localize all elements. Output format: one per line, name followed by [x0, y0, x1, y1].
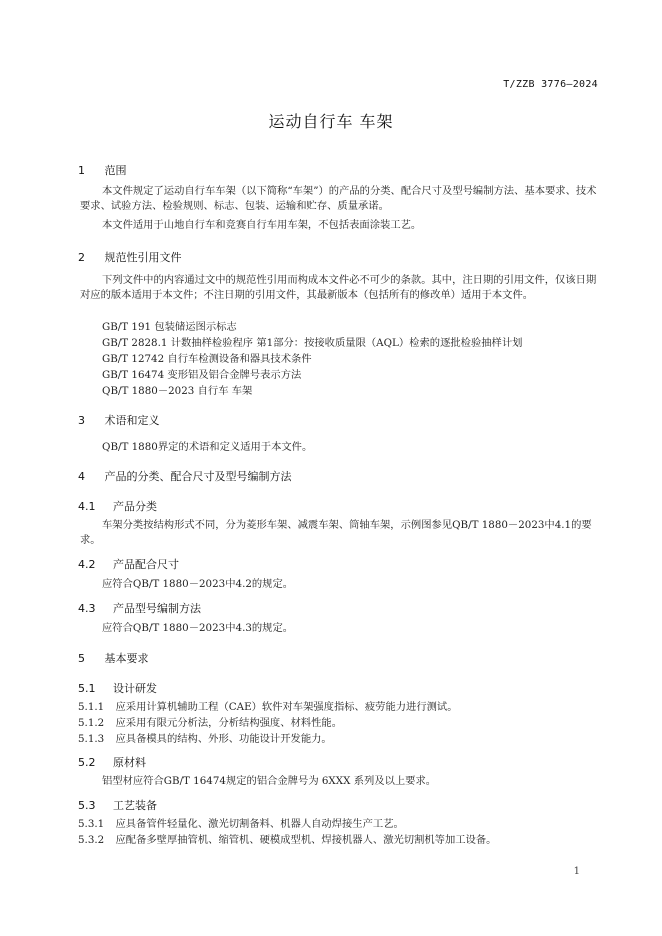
section-3-paragraph: QB/T 1880界定的术语和定义适用于本文件。: [102, 441, 313, 453]
clause-text: 应具备管件轻量化、激光切割备料、机器人自动焊接生产工艺。: [115, 818, 404, 830]
reference-item: GB/T 191 包装储运图示标志: [102, 321, 237, 333]
clause-text: 应具备模具的结构、外形、功能设计开发能力。: [115, 733, 332, 745]
section-4-3-heading: [78, 600, 201, 616]
section-number: 5.3: [78, 799, 96, 812]
standard-number: T/ZZB 3776—2024: [503, 79, 598, 90]
section-4-2-paragraph: 应符合QB/T 1880－2023中4.2的规定。: [102, 578, 294, 590]
reference-item: QB/T 1880－2023 自行车 车架: [102, 385, 253, 397]
clause-number: 5.1.3: [78, 733, 105, 745]
section-number: 5.1: [78, 682, 96, 695]
clause-item: [78, 817, 404, 832]
section-title: 产品型号编制方法: [113, 602, 201, 615]
section-5-2-paragraph: 铝型材应符合GB/T 16474规定的铝合金牌号为 6XXX 系列及以上要求。: [102, 775, 437, 787]
clause-text: 应配备多壁厚抽管机、缩管机、硬模成型机、焊接机器人、激光切割机等加工设备。: [115, 834, 497, 846]
reference-item: GB/T 12742 自行车检测设备和器具技术条件: [102, 353, 312, 365]
clause-item: [78, 833, 496, 848]
section-3-heading: [78, 412, 160, 428]
clause-number: 5.3.2: [78, 834, 105, 846]
section-number: 4.2: [78, 558, 96, 571]
section-1-paragraph: 本文件规定了运动自行车车架（以下简称“车架”）的产品的分类、配合尺寸及型号编制方法、基本要求、技术要求、试验方法、检验规则、标志、包装、运输和贮存、质量承诺。: [80, 185, 597, 212]
section-number: 5.2: [78, 756, 96, 769]
section-title: 设计研发: [113, 682, 157, 695]
section-title: 产品配合尺寸: [113, 558, 179, 571]
clause-number: 5.1.2: [78, 717, 105, 729]
clause-text: 应采用计算机辅助工程（CAE）软件对车架强度指标、疲劳能力进行测试。: [115, 701, 458, 713]
section-5-1-heading: [78, 680, 157, 696]
section-1-heading: [78, 162, 127, 178]
section-4-2-heading: [78, 556, 179, 572]
section-2-heading: [78, 249, 182, 265]
section-title: 产品分类: [113, 500, 157, 513]
clause-item: [78, 732, 332, 747]
section-5-2-heading: [78, 754, 146, 770]
section-number: 2: [78, 251, 85, 264]
section-number: 4.3: [78, 602, 96, 615]
clause-number: 5.3.1: [78, 818, 105, 830]
clause-number: 5.1.1: [78, 701, 105, 713]
section-number: 4.1: [78, 500, 96, 513]
section-5-heading: [78, 650, 149, 666]
section-title: 规范性引用文件: [104, 251, 182, 264]
clause-text: 应采用有限元分析法，分析结构强度、材料性能。: [115, 717, 343, 729]
section-number: 5: [78, 652, 85, 665]
section-title: 范围: [104, 164, 127, 177]
clause-item: [78, 700, 458, 715]
section-4-heading: [78, 468, 292, 484]
document-title: 运动自行车 车架: [268, 112, 394, 131]
section-title: 原材料: [113, 756, 146, 769]
section-number: 3: [78, 414, 85, 427]
section-4-1-paragraph: 车架分类按结构形式不同，分为菱形车架、减震车架、筒轴车架，示例图参见QB/T 1880－2023中4.1的要求。: [80, 519, 592, 546]
page-number: 1: [573, 866, 580, 877]
section-1-scope-paragraph: 本文件适用于山地自行车和竞赛自行车用车架，不包括表面涂装工艺。: [102, 219, 422, 231]
section-title: 工艺装备: [113, 799, 157, 812]
section-title: 产品的分类、配合尺寸及型号编制方法: [104, 470, 292, 483]
section-2-paragraph: 下列文件中的内容通过文中的规范性引用而构成本文件必不可少的条款。其中，注日期的引用文件，仅该日期对应的版本适用于本文件；不注日期的引用文件，其最新版本（包括所有的修改单）适用于本文件。: [80, 274, 597, 301]
section-title: 术语和定义: [104, 414, 160, 427]
section-number: 4: [78, 470, 85, 483]
section-number: 1: [78, 164, 85, 177]
section-5-3-heading: [78, 797, 157, 813]
section-4-1-heading: [78, 498, 157, 514]
reference-item: GB/T 16474 变形铝及铝合金牌号表示方法: [102, 369, 302, 381]
reference-item: GB/T 2828.1 计数抽样检验程序 第1部分：按接收质量限（AQL）检索的逐批检验抽样计划: [102, 337, 523, 349]
section-4-3-paragraph: 应符合QB/T 1880－2023中4.3的规定。: [102, 622, 294, 634]
clause-item: [78, 716, 342, 731]
section-title: 基本要求: [104, 652, 149, 665]
